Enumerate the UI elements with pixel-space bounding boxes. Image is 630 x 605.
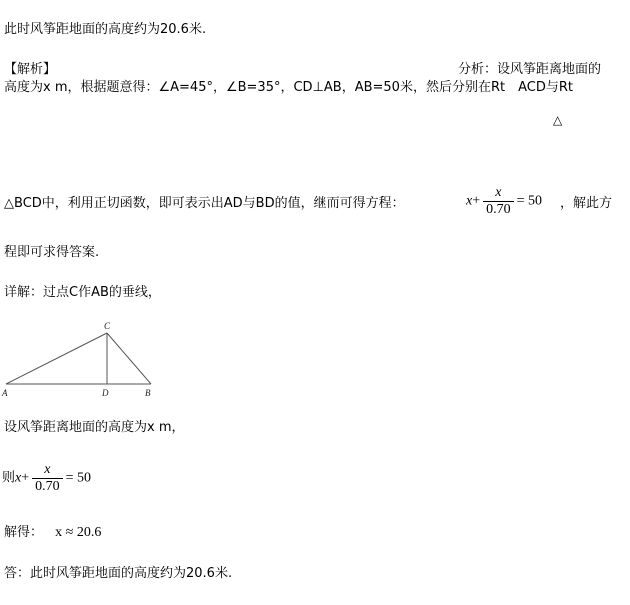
equation-2 — [2, 463, 91, 494]
analysis-text-line-2 — [4, 196, 405, 212]
eq2-numerator: x — [32, 463, 63, 479]
eq1-rhs: = 50 — [516, 193, 543, 209]
solve-label: 解得： — [4, 525, 44, 540]
analysis-conclusion: 程即可求得答案. — [4, 245, 100, 260]
analysis-heading: 【解析】 — [4, 62, 57, 77]
analysis-text-part: △BCD中，利用正切函数，即可表示出AD与BD的值，继而可得方程： — [4, 196, 405, 211]
detail-line: 详解：过点C作AB的垂线， — [4, 285, 161, 300]
eq1-numerator: x — [483, 186, 514, 202]
point-d-label: D — [102, 388, 109, 398]
eq2-var: x — [15, 470, 22, 486]
eq1-fraction — [483, 186, 514, 217]
analysis-text-tail: ，解此方 — [560, 196, 613, 211]
solve-result: x ≈ 20.6 — [55, 525, 102, 540]
solve-line — [4, 525, 101, 541]
eq2-plus: + — [21, 470, 30, 486]
answer-line: 答：此时风筝距地面的高度约为20.6米. — [4, 566, 233, 581]
intro-line: 此时风筝距地面的高度约为20.6米. — [4, 22, 207, 37]
eq1-var: x — [466, 193, 473, 209]
eq2-rhs: = 50 — [65, 470, 92, 486]
vertex-b-label: B — [145, 388, 151, 398]
equation-1 — [466, 186, 542, 217]
eq1-denominator: 0.70 — [486, 202, 511, 217]
analysis-lead: 分析：设风筝距离地面的 — [458, 62, 602, 77]
triangle-symbol: △ — [553, 113, 563, 127]
eq2-denominator: 0.70 — [35, 479, 60, 494]
analysis-text-line: 高度为x m，根据题意得：∠A=45°，∠B=35°，CD⊥AB，AB=50米，然后分别在Rt ACD与Rt — [4, 80, 573, 95]
vertex-a-label: A — [2, 388, 8, 398]
then-label: 则 — [2, 470, 16, 486]
triangle-figure — [0, 318, 160, 398]
eq2-fraction — [32, 463, 63, 494]
eq1-plus: + — [472, 193, 481, 209]
set-variable-line: 设风筝距离地面的高度为x m， — [4, 420, 185, 435]
vertex-c-label: C — [104, 321, 111, 331]
